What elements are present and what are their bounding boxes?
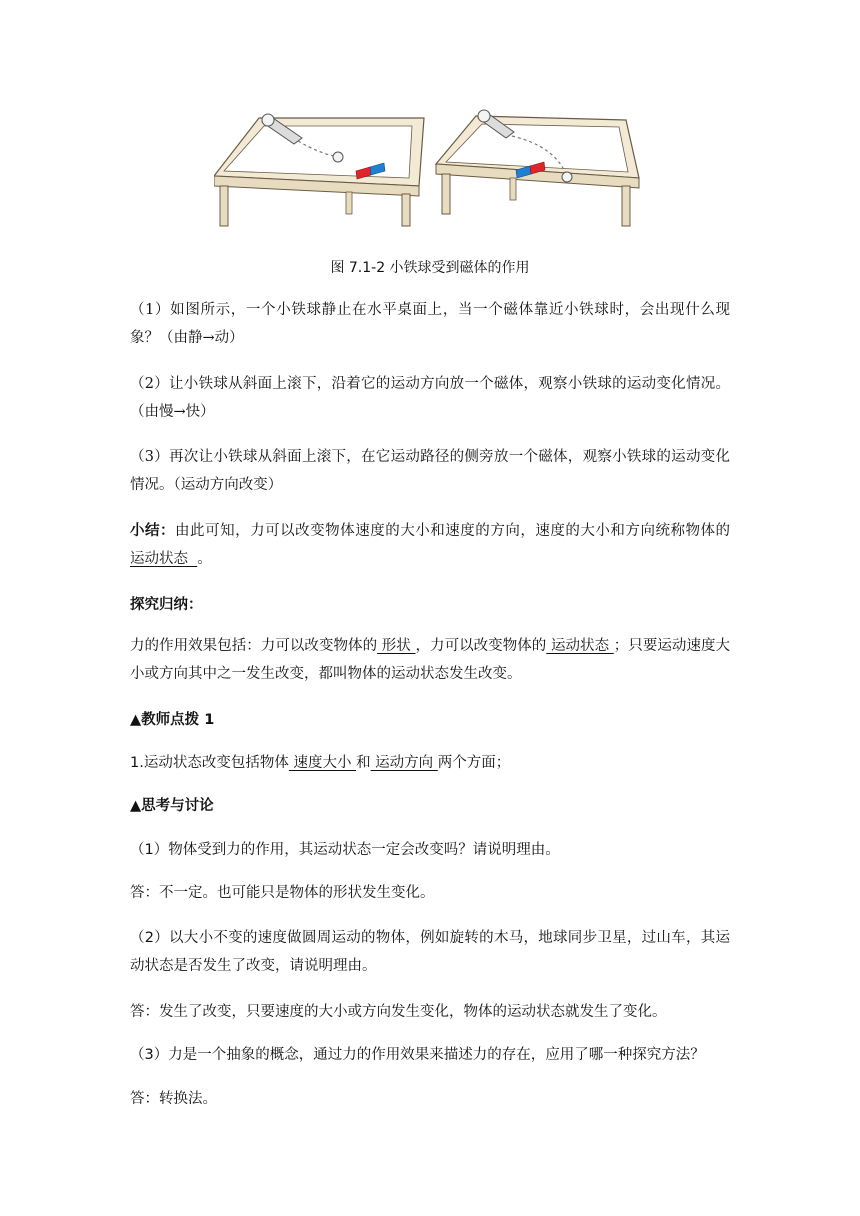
- induction-answer-shape: 形状: [377, 638, 416, 654]
- experiment-2: （2）让小铁球从斜面上滚下，沿着它的运动方向放一个磁体，观察小铁球的运动变化情况。（由慢→快）: [130, 376, 730, 420]
- teacher-tip-part2: 和: [356, 755, 371, 771]
- experiment-3: （3）再次让小铁球从斜面上滚下，在它运动路径的侧旁放一个磁体，观察小铁球的运动变化情况。（运动方向改变）: [130, 449, 730, 493]
- teacher-tip-answer-direction: 运动方向: [370, 755, 438, 771]
- induction-part1: 力的作用效果包括：力可以改变物体的: [130, 638, 378, 654]
- teacher-tip-part3: 两个方面；: [437, 755, 511, 771]
- experiment-1: （1）如图所示，一个小铁球静止在水平桌面上，当一个磁体靠近小铁球时，会出现什么现象？（由静→动）: [130, 302, 730, 346]
- teacher-tip-paragraph: [130, 749, 730, 777]
- summary-answer: 运动状态: [130, 551, 198, 567]
- teacher-tip-heading: ▲教师点拨 1: [130, 712, 215, 728]
- discussion-heading: ▲思考与讨论: [130, 798, 214, 814]
- teacher-tip-part1: 1.运动状态改变包括物体: [130, 755, 289, 771]
- figure-caption: 图 7.1-2 小铁球受到磁体的作用: [330, 260, 530, 276]
- induction-heading: 探究归纳：: [130, 597, 203, 613]
- discussion-answer-1: 答：不一定。也可能只是物体的形状发生变化。: [130, 885, 435, 901]
- induction-part2: ，力可以改变物体的: [415, 638, 547, 654]
- induction-part3: ；只要运动速度大小或方向其中之一发生改变，都叫物体的运动状态发生改变。: [130, 638, 731, 682]
- left-table-illustration: [214, 114, 424, 226]
- discussion-answer-2: 答：发生了改变，只要速度的大小或方向发生变化，物体的运动状态就发生了变化。: [130, 1004, 667, 1020]
- discussion-question-3: （3）力是一个抽象的概念，通过力的作用效果来描述力的存在，应用了哪一种探究方法？: [130, 1047, 705, 1063]
- summary-text: 由此可知，力可以改变物体速度的大小和速度的方向，速度的大小和方向统称物体的: [175, 523, 731, 539]
- induction-answer-motion-state: 运动状态: [546, 638, 614, 654]
- discussion-answer-3: 答：转换法。: [130, 1091, 217, 1107]
- induction-paragraph: [130, 632, 730, 688]
- discussion-question-1: （1）物体受到力的作用，其运动状态一定会改变吗？请说明理由。: [130, 842, 560, 858]
- summary-paragraph: [130, 517, 730, 573]
- magnet-iron-ball-figure: [214, 108, 646, 238]
- summary-label: 小结：: [130, 523, 176, 539]
- summary-end: 。: [197, 551, 212, 567]
- right-table-illustration: [436, 110, 639, 226]
- discussion-question-2: （2）以大小不变的速度做圆周运动的物体，例如旋转的木马，地球同步卫星，过山车，其运动状态是否发生了改变，请说明理由。: [130, 930, 730, 974]
- teacher-tip-answer-speed: 速度大小: [288, 755, 357, 771]
